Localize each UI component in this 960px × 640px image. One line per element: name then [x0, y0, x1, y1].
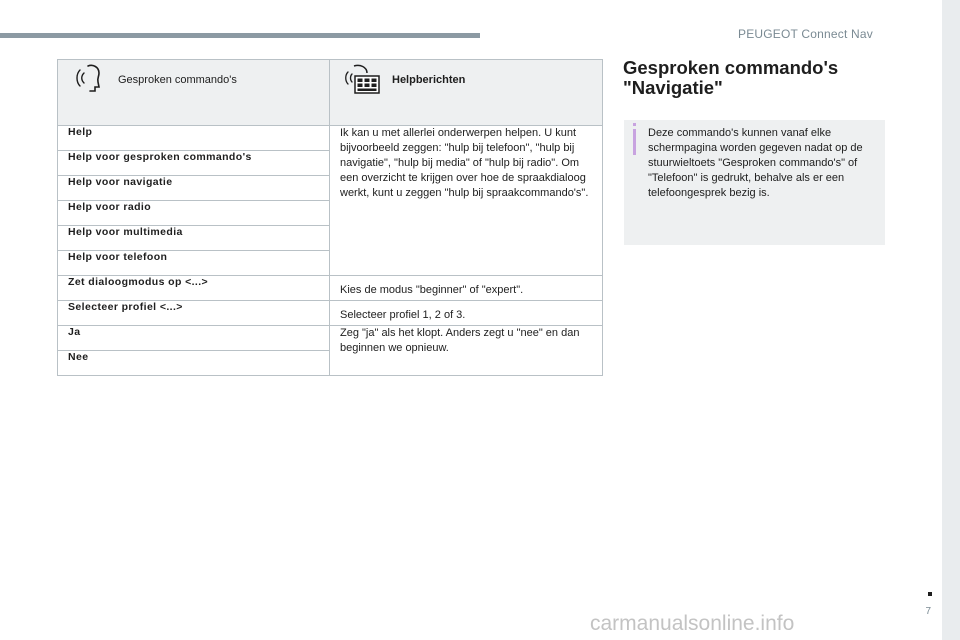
command-cell: Selecteer profiel <...> — [58, 301, 330, 326]
info-box — [624, 120, 885, 245]
col-header-commands — [58, 60, 330, 126]
message-cell: Selecteer profiel 1, 2 of 3. — [330, 301, 603, 326]
col-header-messages — [330, 60, 603, 126]
command-cell: Help voor radio — [58, 201, 330, 226]
voice-command-icon — [68, 60, 108, 99]
message-cell: Kies de modus "beginner" of "expert". — [330, 276, 603, 301]
col-header-messages-label: Helpberichten — [392, 73, 466, 86]
table-header-row — [58, 60, 603, 126]
command-cell: Ja — [58, 326, 330, 351]
help-message-cell: Ik kan u met allerlei onderwerpen helpen. U kunt bijvoorbeeld zeggen: "hulp bij telefoon", "hulp bij navigatie", "hulp bij media" of "hulp bij radio". Om een overzicht te krijgen over hoe de spraakdialoog werkt, kunt u zeggen "hulp bij spraakcommando's". — [330, 126, 603, 276]
table-row — [58, 276, 603, 301]
commands-table — [57, 59, 603, 376]
command-cell: Nee — [58, 351, 330, 376]
section-title: Gesproken commando's "Navigatie" — [623, 57, 839, 98]
watermark: carmanualsonline.info — [590, 612, 795, 635]
info-text: Deze commando's kunnen vanaf elke schermpagina worden gegeven nadat op de stuurwieltoets "Gesproken commando's" of "Telefoon" is gedrukt, behalve als er een telefoongesprek bezig is. — [648, 127, 863, 199]
page-edge-strip — [942, 0, 960, 640]
table-row — [58, 126, 603, 151]
table-row — [58, 326, 603, 351]
command-cell: Help voor navigatie — [58, 176, 330, 201]
command-cell: Zet dialoogmodus op <...> — [58, 276, 330, 301]
yes-no-message-cell: Zeg "ja" als het klopt. Anders zegt u "nee" en dan beginnen we opnieuw. — [330, 326, 603, 376]
header-bar — [0, 33, 480, 38]
command-cell: Help voor multimedia — [58, 226, 330, 251]
col-header-commands-label: Gesproken commando's — [118, 73, 237, 86]
table-row — [58, 301, 603, 326]
command-cell: Help — [58, 126, 330, 151]
command-cell: Help voor gesproken commando's — [58, 151, 330, 176]
brand-title: PEUGEOT Connect Nav — [738, 27, 873, 41]
command-cell: Help voor telefoon — [58, 251, 330, 276]
help-keypad-icon — [340, 60, 382, 99]
page-dot — [928, 592, 932, 596]
page-number: 7 — [925, 606, 931, 617]
